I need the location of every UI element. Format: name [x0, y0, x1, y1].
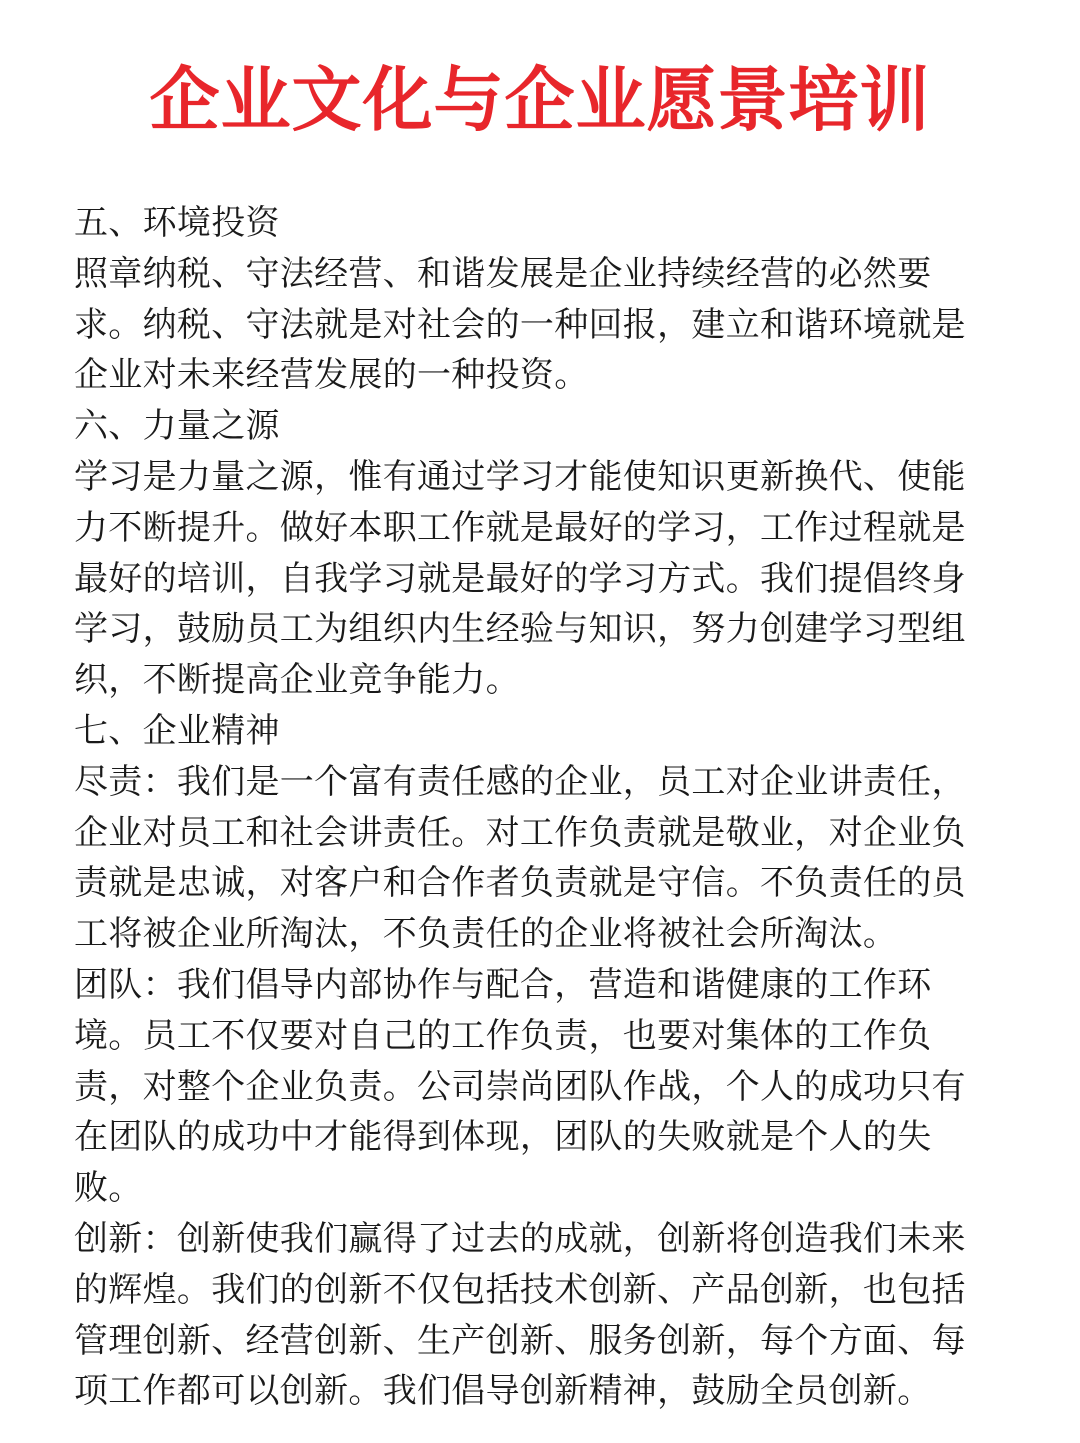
section-heading-environment-investment: 五、环境投资 — [74, 203, 280, 243]
text-line: 织，不断提高企业竞争能力。 — [74, 660, 520, 701]
text-line: 责就是忠诚，对客户和合作者负责就是守信。不负责任的员 — [74, 863, 966, 904]
document-title: 企业文化与企业愿景培训 — [149, 58, 931, 141]
section-heading-enterprise-spirit: 七、企业精神 — [74, 710, 280, 751]
text-line: 照章纳税、守法经营、和谐发展是企业持续经营的必然要 — [74, 253, 932, 294]
text-line: 学习，鼓励员工为组织内生经验与知识，努力创建学习型组 — [74, 609, 966, 650]
section-heading-source-of-strength: 六、力量之源 — [74, 406, 280, 447]
text-line: 团队：我们倡导内部协作与配合，营造和谐健康的工作环 — [74, 964, 932, 1005]
text-line: 工将被企业所淘汰，不负责任的企业将被社会所淘汰。 — [74, 914, 898, 955]
text-line: 最好的培训，自我学习就是最好的学习方式。我们提倡终身 — [74, 558, 966, 599]
text-line: 企业对员工和社会讲责任。对工作负责就是敬业，对企业负 — [74, 812, 966, 853]
text-line: 学习是力量之源，惟有通过学习才能使知识更新换代、使能 — [74, 456, 966, 497]
text-line: 企业对未来经营发展的一种投资。 — [74, 355, 589, 396]
text-line: 项工作都可以创新。我们倡导创新精神，鼓励全员创新。 — [74, 1371, 932, 1412]
text-line: 创新：创新使我们赢得了过去的成就，创新将创造我们未来 — [74, 1218, 966, 1259]
text-line: 管理创新、经营创新、生产创新、服务创新，每个方面、每 — [74, 1320, 966, 1361]
text-line: 的辉煌。我们的创新不仅包括技术创新、产品创新，也包括 — [74, 1269, 966, 1310]
text-line: 败。 — [74, 1168, 143, 1209]
text-line: 在团队的成功中才能得到体现，团队的失败就是个人的失 — [74, 1117, 932, 1158]
text-line: 尽责：我们是一个富有责任感的企业，员工对企业讲责任， — [74, 761, 966, 802]
document-body — [74, 198, 994, 1417]
text-line: 求。纳税、守法就是对社会的一种回报，建立和谐环境就是 — [74, 304, 966, 345]
text-line: 责，对整个企业负责。公司崇尚团队作战，个人的成功只有 — [74, 1066, 966, 1107]
text-line: 境。员工不仅要对自己的工作负责，也要对集体的工作负 — [74, 1015, 932, 1056]
text-line: 力不断提升。做好本职工作就是最好的学习，工作过程就是 — [74, 507, 966, 548]
